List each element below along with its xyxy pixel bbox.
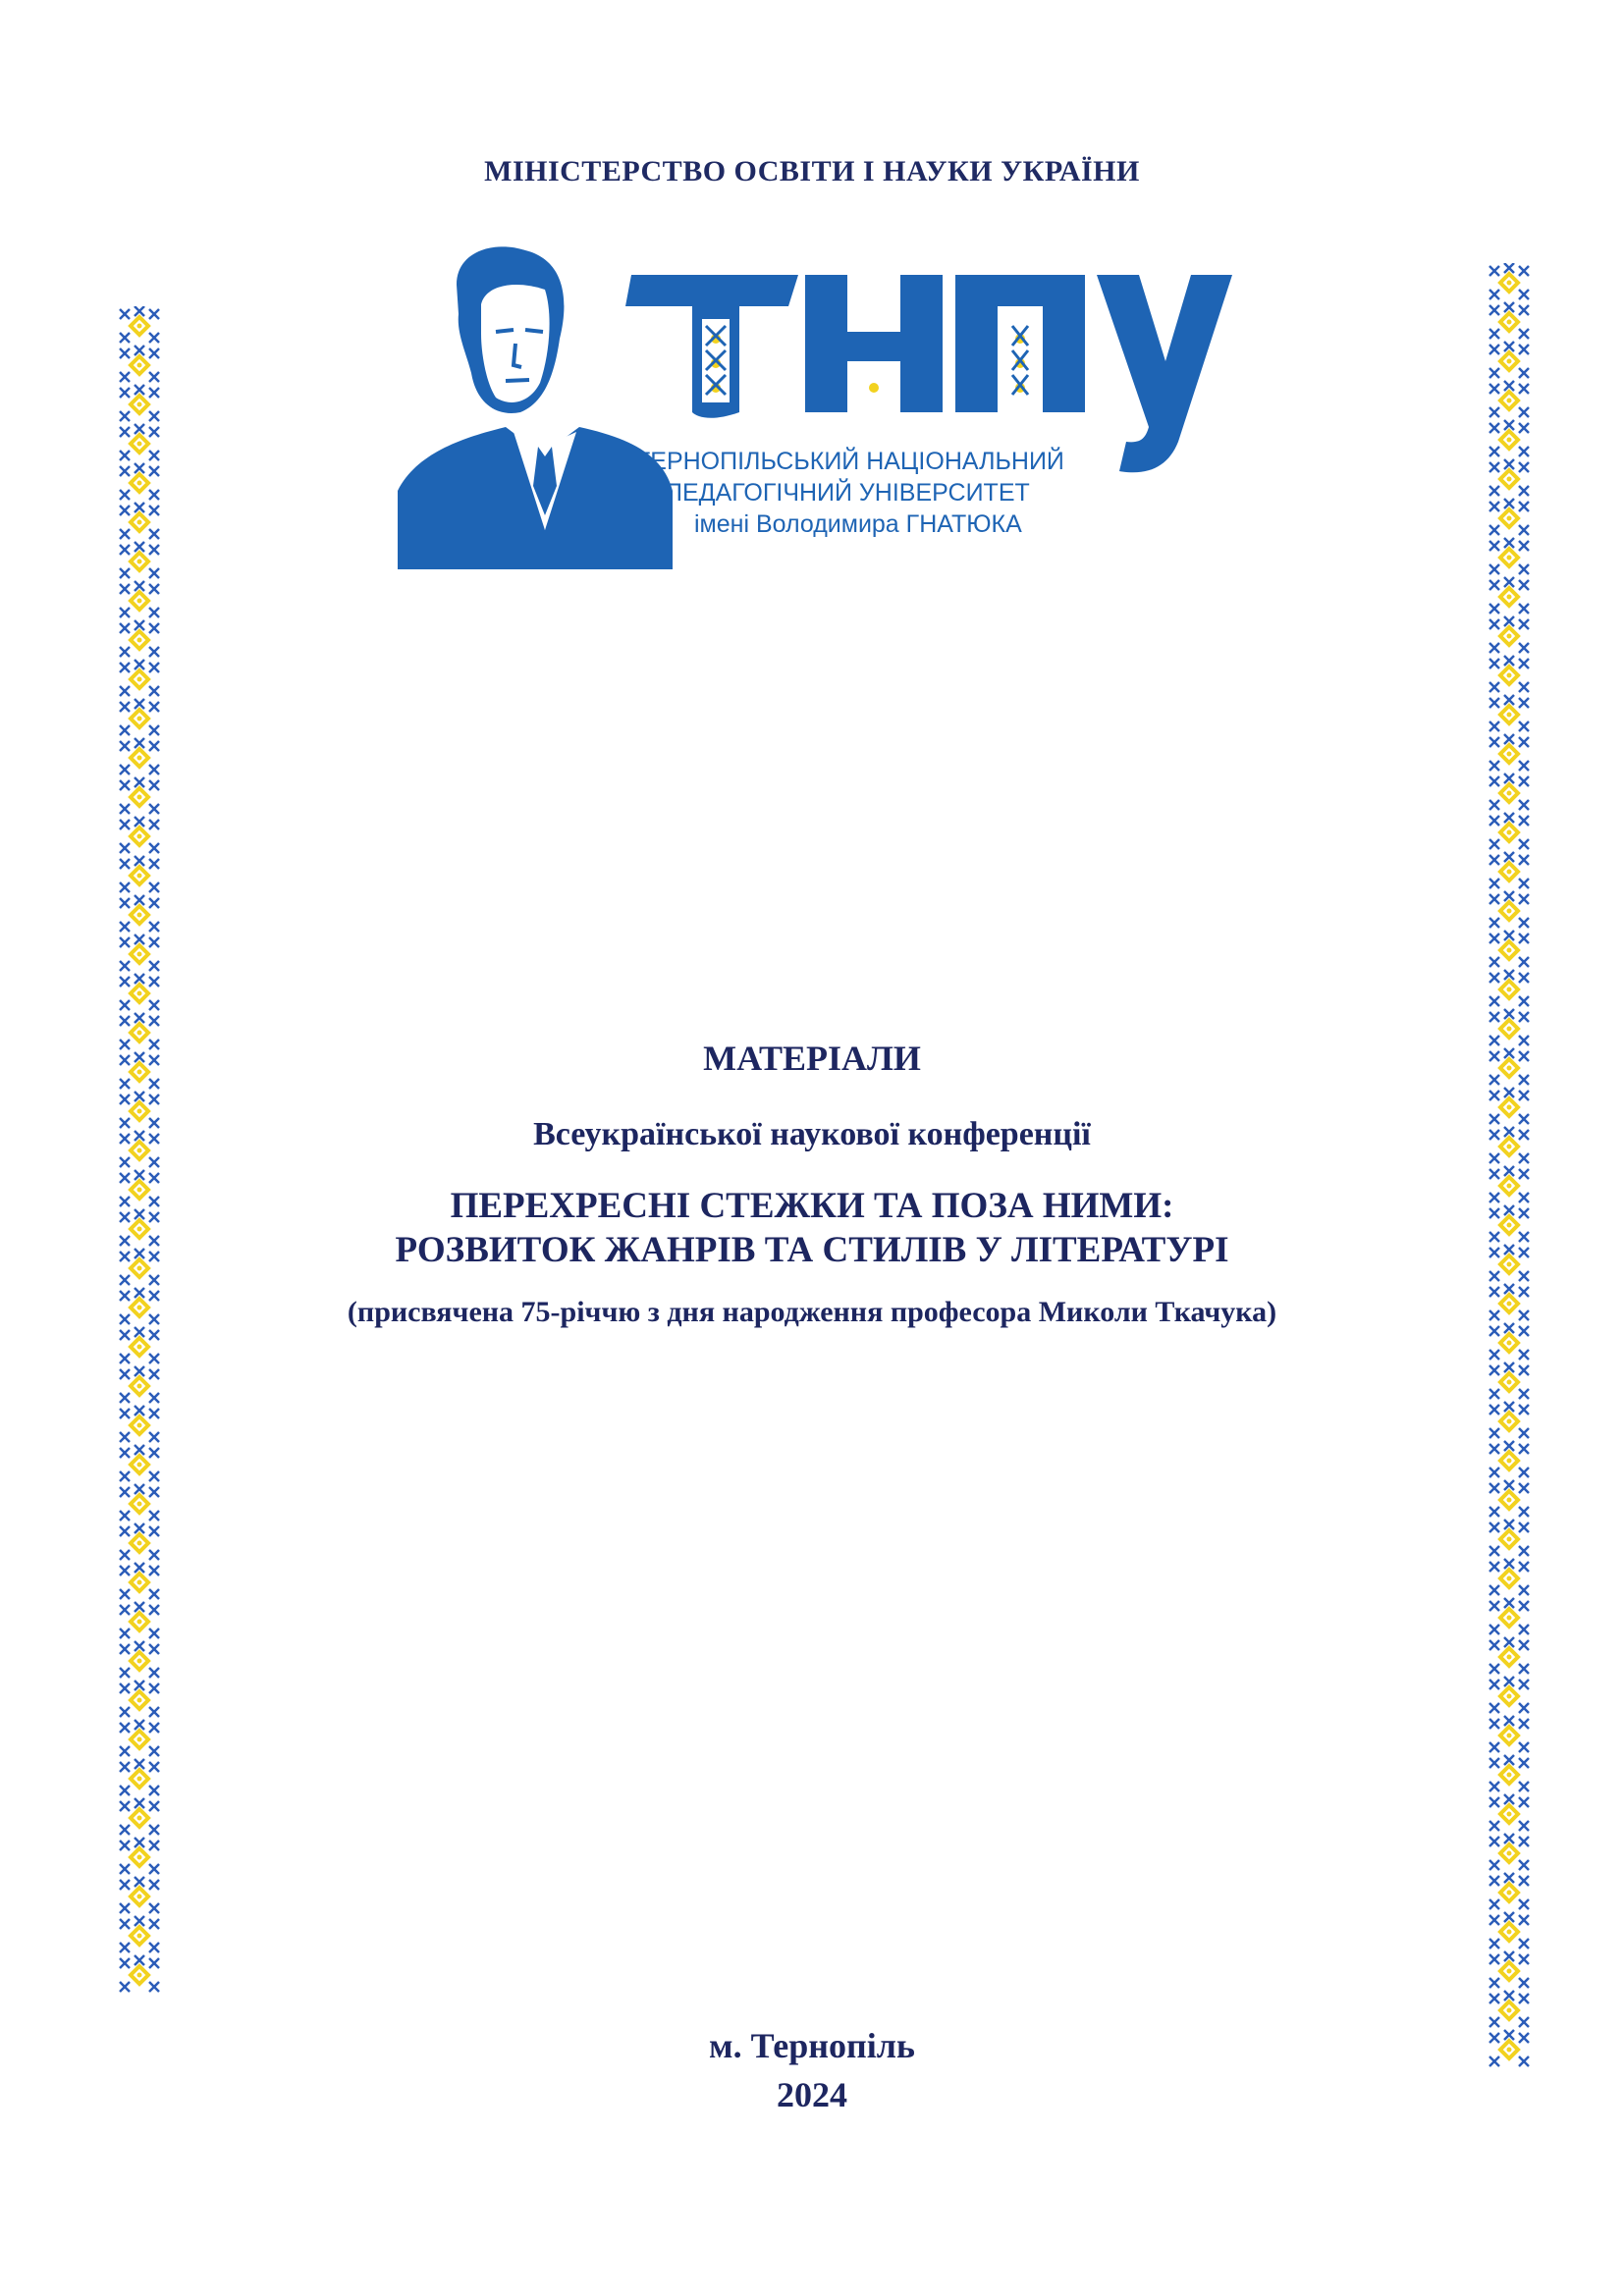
cross-stitch-motif — [1489, 1951, 1529, 1988]
cross-stitch-motif — [1489, 734, 1529, 771]
cross-stitch-motif — [120, 620, 159, 657]
cross-stitch-motif — [120, 424, 159, 460]
cross-stitch-motif — [1489, 1009, 1529, 1045]
cross-stitch-motif — [120, 542, 159, 578]
university-logo — [398, 245, 1242, 569]
cross-stitch-motif — [1489, 459, 1529, 496]
cross-stitch-motif — [1489, 656, 1529, 692]
cross-stitch-motif — [120, 1681, 159, 1717]
cross-stitch-motif — [1489, 538, 1529, 574]
cross-stitch-motif — [1489, 1245, 1529, 1281]
year-label: 2024 — [777, 2075, 847, 2114]
logo-line1: ТЕРНОПІЛЬСЬКИЙ НАЦІОНАЛЬНИЙ — [635, 448, 1064, 475]
cross-stitch-motif — [1489, 381, 1529, 417]
conference-title-line1: ПЕРЕХРЕСНІ СТЕЖКИ ТА ПОЗА НИМИ: — [450, 1186, 1174, 1226]
cross-stitch-motif — [1489, 1323, 1529, 1360]
cross-stitch-motif — [120, 306, 159, 343]
cross-stitch-motif — [120, 974, 159, 1010]
cross-stitch-motif — [1489, 1520, 1529, 1556]
cross-stitch-motif — [120, 1013, 159, 1049]
cross-stitch-motif — [120, 1288, 159, 1324]
cross-stitch-motif — [1489, 1402, 1529, 1438]
cross-stitch-motif — [1489, 1127, 1529, 1163]
cross-stitch-motif — [120, 1366, 159, 1403]
cross-stitch-motif — [120, 738, 159, 774]
cross-stitch-motif — [120, 1249, 159, 1285]
cross-stitch-motif — [1489, 1677, 1529, 1713]
cross-stitch-motif — [1489, 1912, 1529, 1949]
cross-stitch-motif — [1489, 263, 1529, 299]
cross-stitch-motif — [1489, 931, 1529, 967]
cross-stitch-motif — [1489, 1637, 1529, 1674]
cross-stitch-motif — [1489, 420, 1529, 456]
cross-stitch-motif — [120, 1406, 159, 1442]
cross-stitch-motif — [120, 346, 159, 382]
right-ornament-border — [1485, 263, 1534, 2093]
cross-stitch-motif — [1489, 1480, 1529, 1517]
cross-stitch-motif — [120, 1838, 159, 1874]
cross-stitch-motif — [1489, 302, 1529, 339]
cross-stitch-motif — [120, 1602, 159, 1638]
cross-stitch-motif — [1489, 852, 1529, 888]
cross-stitch-motif — [1489, 695, 1529, 731]
cross-stitch-motif — [120, 1484, 159, 1521]
conference-title-line2: РОЗВИТОК ЖАНРІВ ТА СТИЛІВ У ЛІТЕРАТУРІ — [395, 1230, 1229, 1270]
cross-stitch-motif — [120, 463, 159, 500]
cross-stitch-motif — [120, 581, 159, 617]
cross-stitch-motif — [1489, 1716, 1529, 1752]
cross-stitch-motif — [120, 1798, 159, 1835]
cross-stitch-motif — [1489, 2030, 1529, 2066]
cross-stitch-motif — [120, 503, 159, 539]
cross-stitch-motif — [1489, 1834, 1529, 1870]
cross-stitch-motif — [120, 1445, 159, 1481]
logo-line2: ПЕДАГОГІЧНИЙ УНІВЕРСИТЕТ — [665, 479, 1030, 507]
cross-stitch-motif — [1489, 342, 1529, 378]
cross-stitch-motif — [120, 934, 159, 971]
dedication-text: (присвячена 75-річчю з дня народження професора Миколи Ткачука) — [347, 1296, 1277, 1328]
cross-stitch-motif — [1489, 1088, 1529, 1124]
cross-stitch-motif — [120, 895, 159, 932]
conference-subtitle: Всеукраїнської наукової конференції — [533, 1116, 1091, 1152]
cross-stitch-motif — [1489, 774, 1529, 810]
cross-stitch-motif — [1489, 1205, 1529, 1242]
cross-stitch-motif — [120, 1759, 159, 1795]
cross-stitch-motif — [120, 1720, 159, 1756]
cross-stitch-motif — [120, 817, 159, 853]
cross-stitch-motif — [1489, 1048, 1529, 1085]
cross-stitch-motif — [1489, 1441, 1529, 1477]
ministry-heading: МІНІСТЕРСТВО ОСВІТИ І НАУКИ УКРАЇНИ — [484, 155, 1140, 187]
cross-stitch-motif — [120, 777, 159, 814]
left-ornament-border — [115, 306, 164, 2030]
cross-stitch-motif — [120, 1916, 159, 1952]
cross-stitch-motif — [120, 1092, 159, 1128]
cross-stitch-motif — [120, 1641, 159, 1678]
cross-stitch-motif — [1489, 1991, 1529, 2027]
cross-stitch-motif — [120, 699, 159, 735]
cross-stitch-motif — [1489, 1362, 1529, 1399]
logo-line3: імені Володимира ГНАТЮКА — [694, 510, 1022, 538]
materials-heading: МАТЕРІАЛИ — [703, 1039, 921, 1078]
cross-stitch-motif — [1489, 813, 1529, 849]
cross-stitch-motif — [1489, 1598, 1529, 1634]
cross-stitch-motif — [120, 1170, 159, 1206]
cross-stitch-motif — [1489, 1755, 1529, 1791]
cross-stitch-motif — [120, 385, 159, 421]
cross-stitch-motif — [120, 1327, 159, 1363]
cross-stitch-motif — [1489, 1873, 1529, 1909]
cross-stitch-motif — [1489, 616, 1529, 653]
cross-stitch-motif — [120, 660, 159, 696]
cross-stitch-motif — [120, 856, 159, 892]
cross-stitch-motif — [120, 1563, 159, 1599]
cross-stitch-motif — [1489, 1559, 1529, 1595]
cross-stitch-motif — [120, 1955, 159, 1992]
city-label: м. Тернопіль — [709, 2026, 915, 2065]
cross-stitch-motif — [120, 1052, 159, 1089]
cross-stitch-motif — [1489, 499, 1529, 535]
cross-stitch-motif — [1489, 1166, 1529, 1202]
cross-stitch-motif — [120, 1877, 159, 1913]
cross-stitch-motif — [120, 1209, 159, 1246]
cross-stitch-motif — [1489, 891, 1529, 928]
cross-stitch-motif — [1489, 970, 1529, 1006]
cross-stitch-motif — [120, 1523, 159, 1560]
cross-stitch-motif — [1489, 1794, 1529, 1831]
cross-stitch-motif — [1489, 1284, 1529, 1320]
cross-stitch-motif — [1489, 577, 1529, 614]
cross-stitch-motif — [120, 1131, 159, 1167]
